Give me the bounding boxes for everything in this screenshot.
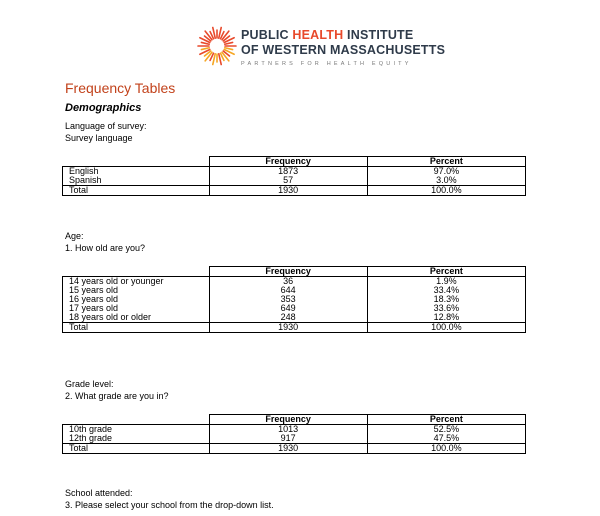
table-row: 16 years old 353 18.3% [63,295,526,304]
frequency-table-language [62,156,526,196]
table-header-blank [63,415,210,425]
sun-ray [201,48,209,50]
sun-burst-icon [197,26,237,66]
table-header-frequency: Frequency [209,267,367,277]
sun-ray [225,48,233,50]
section-question: 3. Please select your school from the drop-down list. [65,500,274,510]
table-row: 14 years old or younger 36 1.9% [63,277,526,287]
section-subtitle: Demographics [65,102,142,114]
table-row: 18 years old or older 248 12.8% [63,313,526,323]
page-title: Frequency Tables [65,80,176,96]
org-name [241,28,445,67]
table-row: 10th grade 1013 52.5% [63,425,526,435]
table-row: 12th grade 917 47.5% [63,434,526,444]
section-label: Grade level: [65,379,114,389]
table-row: 15 years old 644 33.4% [63,286,526,295]
sun-ray [225,42,233,44]
sun-ray [201,42,209,44]
institute-logo [197,26,446,72]
table-row: 17 years old 649 33.6% [63,304,526,313]
table-header-frequency: Frequency [209,157,367,167]
frequency-table-grade [62,414,526,454]
table-row: English 1873 97.0% [63,167,526,177]
section-label: Age: [65,231,84,241]
section-label: Language of survey: [65,121,147,131]
frequency-table-age [62,266,526,333]
table-row-total: Total 1930 100.0% [63,186,526,196]
table-header-percent: Percent [367,157,525,167]
table-row: Spanish 57 3.0% [63,176,526,186]
table-row-total: Total 1930 100.0% [63,444,526,454]
section-label: School attended: [65,488,133,498]
org-name-line1: PUBLIC HEALTH INSTITUTE [241,28,414,42]
org-name-line2: OF WESTERN MASSACHUSETTS [241,43,446,57]
section-question: 1. How old are you? [65,243,146,253]
org-tagline: PARTNERS FOR HEALTH EQUITY [241,61,412,67]
table-row-total: Total 1930 100.0% [63,323,526,333]
table-header-percent: Percent [367,267,525,277]
table-header-blank [63,157,210,167]
table-header-blank [63,267,210,277]
section-question: 2. What grade are you in? [65,391,169,401]
table-header-frequency: Frequency [209,415,367,425]
table-header-percent: Percent [367,415,525,425]
section-question: Survey language [65,133,133,143]
